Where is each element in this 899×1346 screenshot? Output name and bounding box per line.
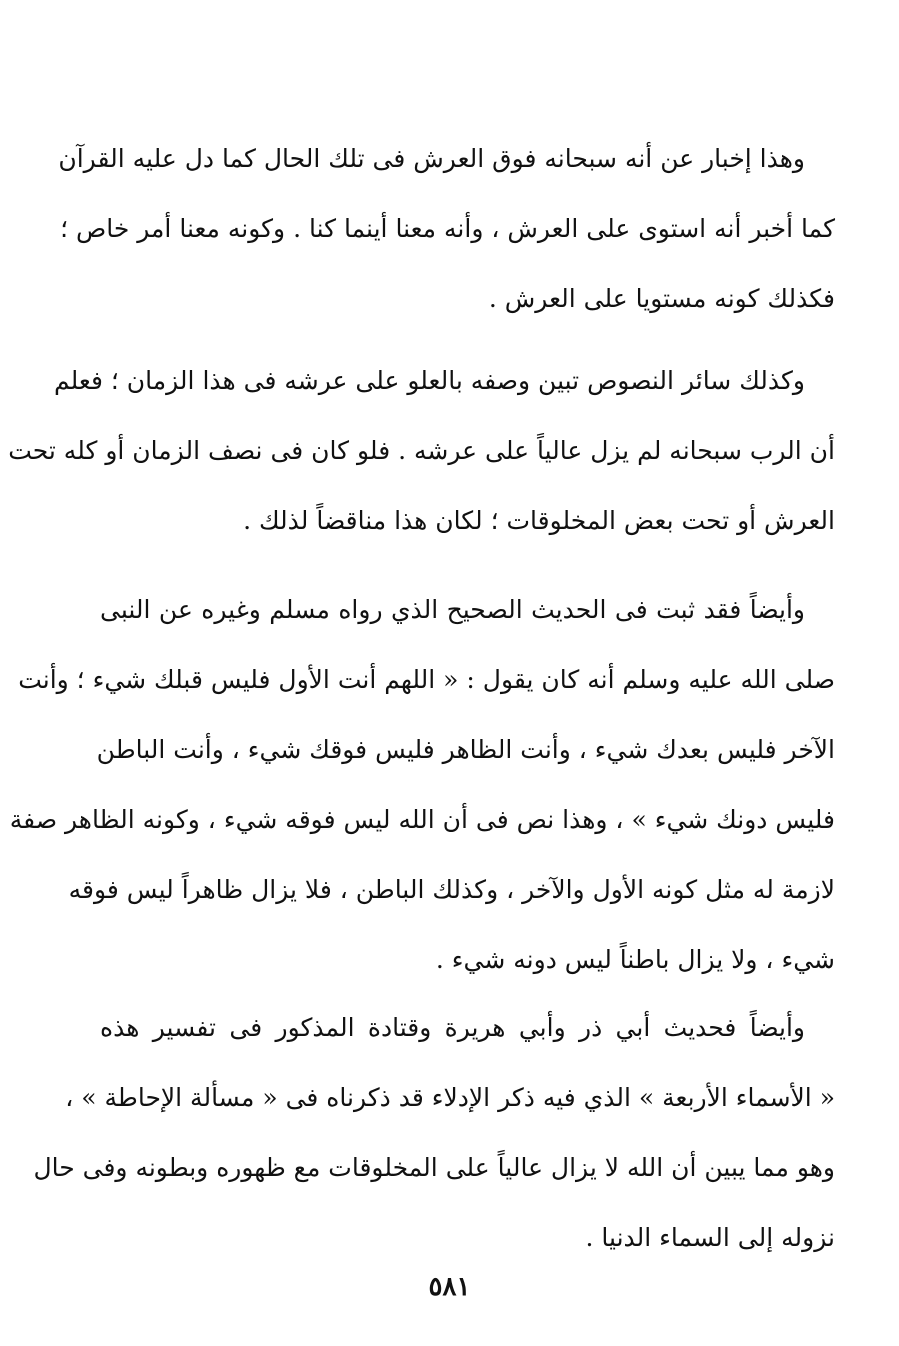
text-line: أن الرب سبحانه لم يزل عالياً على عرشه . فلو كان فى نصف الزمان أو كله تحت <box>8 436 835 465</box>
text-line: صلى الله عليه وسلم أنه كان يقول : « اللهم أنت الأول فليس قبلك شيء ؛ وأنت <box>18 665 835 694</box>
paragraph-3 <box>9 575 835 995</box>
paragraph-4 <box>33 993 835 1273</box>
text-line: وأيضاً فقد ثبت فى الحديث الصحيح الذي رواه مسلم وغيره عن النبى <box>100 595 805 624</box>
page-number: ٥٨١ <box>428 1272 471 1302</box>
text-line: فكذلك كونه مستويا على العرش . <box>488 284 835 313</box>
text-line: وكذلك سائر النصوص تبين وصفه بالعلو على عرشه فى هذا الزمان ؛ فعلم <box>54 366 805 395</box>
text-line: فليس دونك شيء » ، وهذا نص فى أن الله ليس فوقه شيء ، وكونه الظاهر صفة <box>9 805 835 834</box>
text-line: وهذا إخبار عن أنه سبحانه فوق العرش فى تلك الحال كما دل عليه القرآن <box>58 144 805 173</box>
text-line: كما أخبر أنه استوى على العرش ، وأنه معنا أينما كنا . وكونه معنا أمر خاص ؛ <box>60 214 835 243</box>
text-line: وأيضاً فحديث أبي ذر وأبي هريرة وقتادة المذكور فى تفسير هذه <box>100 1013 805 1042</box>
paragraph-2 <box>8 346 835 556</box>
text-line: العرش أو تحت بعض المخلوقات ؛ لكان هذا مناقضاً لذلك . <box>243 506 835 535</box>
text-line: لازمة له مثل كونه الأول والآخر ، وكذلك الباطن ، فلا يزال ظاهراً ليس فوقه <box>68 875 835 904</box>
text-line: « الأسماء الأربعة » الذي فيه ذكر الإدلاء قد ذكرناه فى « مسألة الإحاطة » ، <box>65 1083 835 1112</box>
text-line: شيء ، ولا يزال باطناً ليس دونه شيء . <box>435 945 835 974</box>
text-line: الآخر فليس بعدك شيء ، وأنت الظاهر فليس فوقك شيء ، وأنت الباطن <box>96 735 835 764</box>
paragraph-1 <box>58 124 835 334</box>
text-line: نزوله إلى السماء الدنيا . <box>585 1223 835 1252</box>
text-line: وهو مما يبين أن الله لا يزال عالياً على المخلوقات مع ظهوره وبطونه وفى حال <box>33 1153 835 1182</box>
